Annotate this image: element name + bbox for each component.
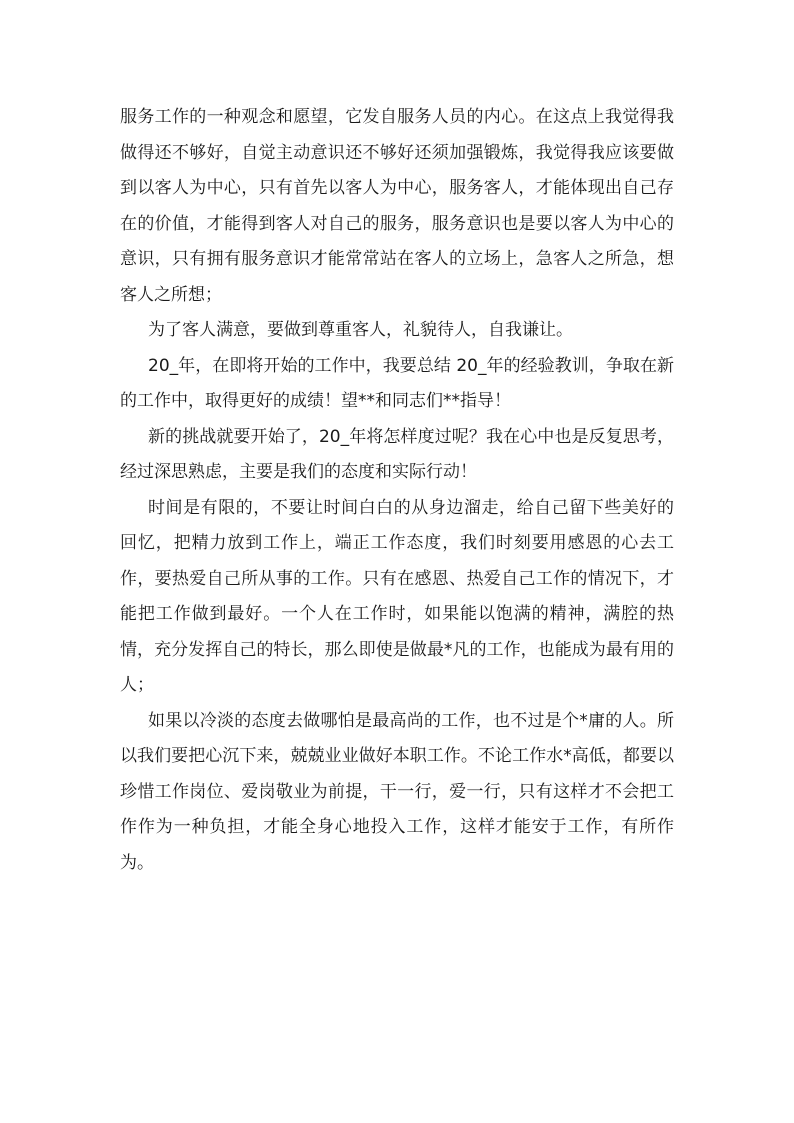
paragraph-2: 为了客人满意，要做到尊重客人，礼貌待人，自我谦让。 — [148, 320, 573, 340]
document-body — [120, 100, 674, 881]
paragraph-3: 20_年，在即将开始的工作中，我要总结 20_年的经验教训，争取在新的工作中，取得更好的成绩！望**和同志们**指导！ — [120, 355, 674, 411]
paragraph-6: 如果以冷淡的态度去做哪怕是最高尚的工作，也不过是个*庸的人。所以我们要把心沉下来，兢兢业业做好本职工作。不论工作水*高低，都要以珍惜工作岗位、爱岗敬业为前提，干一行，爱一行，只有这样才不会把工作作为一种负担，才能全身心地投入工作，这样才能安于工作，有所作为。 — [120, 710, 674, 873]
paragraph-5: 时间是有限的，不要让时间白白的从身边溜走，给自己留下些美好的回忆，把精力放到工作上，端正工作态度，我们时刻要用感恩的心去工作，要热爱自己所从事的工作。只有在感恩、热爱自己工作的情况下，才能把工作做到最好。一个人在工作时，如果能以饱满的精神，满腔的热情，充分发挥自己的特长，那么即使是做最*凡的工作，也能成为最有用的人； — [120, 497, 674, 695]
paragraph-1: 服务工作的一种观念和愿望，它发自服务人员的内心。在这点上我觉得我做得还不够好，自觉主动意识还不够好还须加强锻炼，我觉得我应该要做到以客人为中心，只有首先以客人为中心，服务客人，才能体现出自己存在的价值，才能得到客人对自己的服务，服务意识也是要以客人为中心的意识，只有拥有服务意识才能常常站在客人的立场上，急客人之所急，想客人之所想； — [120, 107, 674, 305]
paragraph-4: 新的挑战就要开始了，20_年将怎样度过呢？我在心中也是反复思考，经过深思熟虑，主要是我们的态度和实际行动！ — [120, 426, 674, 482]
